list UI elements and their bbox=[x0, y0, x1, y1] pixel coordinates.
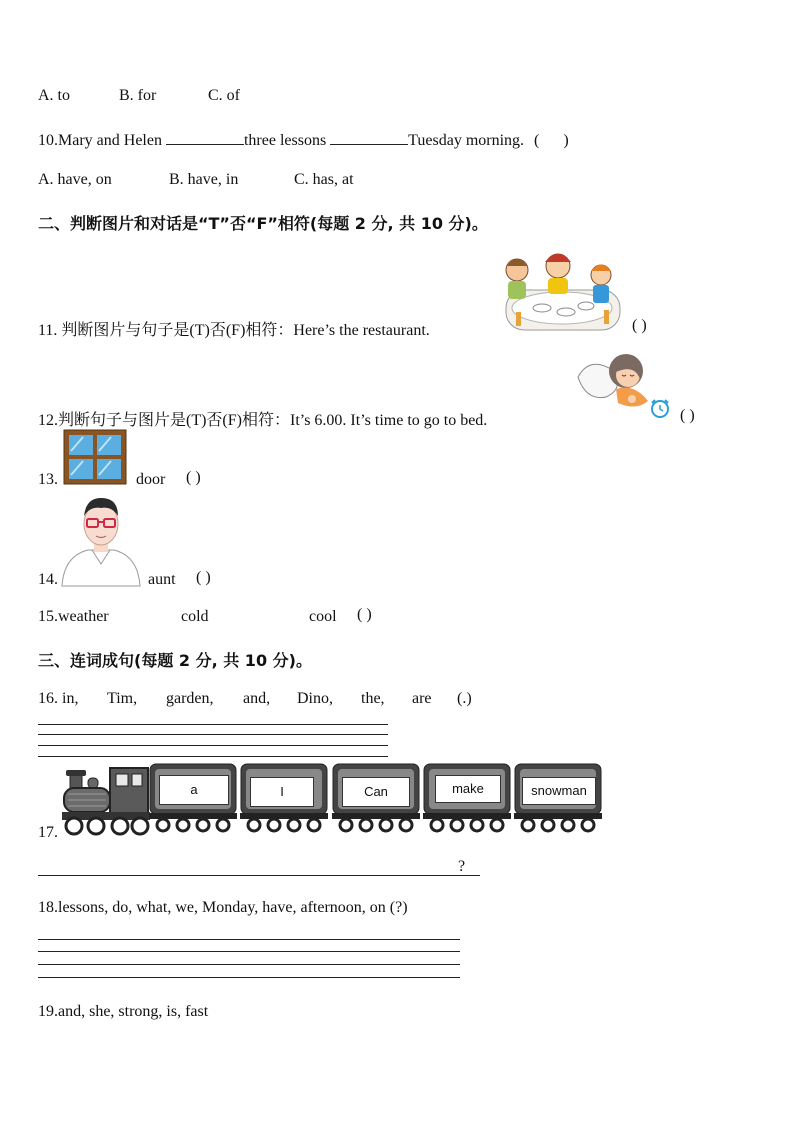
q16-word: Tim, bbox=[107, 690, 138, 707]
window-icon bbox=[63, 429, 127, 485]
q10-blank-2[interactable] bbox=[330, 130, 408, 145]
q18-answer-line[interactable] bbox=[38, 977, 460, 978]
q19-text: 19.and, she, strong, is, fast bbox=[38, 1003, 209, 1020]
train-car bbox=[240, 763, 328, 833]
q10-blank-1[interactable] bbox=[166, 130, 244, 145]
q10-option-b: B. have, in bbox=[169, 171, 239, 188]
sleeping-girl-illustration bbox=[578, 345, 672, 421]
q10-text-3: Tuesday morning. bbox=[408, 132, 525, 149]
q16-answer-line[interactable] bbox=[38, 745, 388, 746]
q16-word: and, bbox=[243, 690, 271, 707]
q10-number: 10. bbox=[38, 132, 58, 149]
train-car-word: Can bbox=[342, 777, 410, 807]
q10-option-a: A. have, on bbox=[38, 171, 112, 188]
q10-option-c: C. has, at bbox=[294, 171, 354, 188]
q9-option-a: A. to bbox=[38, 87, 70, 104]
train-car bbox=[514, 763, 602, 833]
q10-paren-close: ) bbox=[563, 132, 569, 149]
q15-answer-paren[interactable]: ( ) bbox=[357, 606, 372, 623]
q11-answer-paren[interactable]: ( ) bbox=[632, 317, 647, 334]
q15-word-3: cool bbox=[309, 608, 337, 625]
q12-text: 12.判断句子与图片是(T)否(F)相符：It’s 6.00. It’s time to go to bed. bbox=[38, 412, 488, 429]
q18-answer-line[interactable] bbox=[38, 951, 460, 952]
q11-text: 11. 判断图片与句子是(T)否(F)相符：Here’s the restaurant. bbox=[38, 322, 430, 339]
q14-number: 14. bbox=[38, 571, 58, 588]
q10-question bbox=[38, 130, 569, 150]
section-2-heading: 二、判断图片和对话是“T”否“F”相符(每题 2 分, 共 10 分)。 bbox=[38, 214, 488, 233]
section-3-heading: 三、连词成句(每题 2 分, 共 10 分)。 bbox=[38, 651, 312, 670]
q18-answer-line[interactable] bbox=[38, 939, 460, 940]
q14-word: aunt bbox=[148, 571, 176, 588]
train-car-word: snowman bbox=[522, 777, 596, 805]
q13-answer-paren[interactable]: ( ) bbox=[186, 469, 201, 486]
man-portrait-illustration bbox=[60, 494, 142, 586]
q13-word: door bbox=[136, 471, 166, 488]
q15-word-1: 15.weather bbox=[38, 608, 109, 625]
q16-word: Dino, bbox=[297, 690, 333, 707]
q16-word: the, bbox=[361, 690, 385, 707]
q17-number: 17. bbox=[38, 824, 58, 841]
train-car bbox=[423, 763, 511, 833]
q13-number: 13. bbox=[38, 471, 58, 488]
train-engine-icon bbox=[62, 762, 152, 838]
train-car bbox=[332, 763, 420, 833]
train-car bbox=[149, 763, 237, 833]
q16-word: (.) bbox=[457, 690, 472, 707]
q10-text-1: Mary and Helen bbox=[58, 132, 162, 149]
q9-option-c: C. of bbox=[208, 87, 240, 104]
restaurant-illustration bbox=[502, 250, 624, 334]
q15-word-2: cold bbox=[181, 608, 209, 625]
q10-paren-open: ( bbox=[534, 132, 540, 149]
q12-answer-paren[interactable]: ( ) bbox=[680, 407, 695, 424]
q16-word: 16. in, bbox=[38, 690, 79, 707]
q17-question-mark: ? bbox=[458, 858, 466, 875]
train-car-word: a bbox=[159, 775, 229, 805]
q18-text: 18.lessons, do, what, we, Monday, have, afternoon, on (?) bbox=[38, 899, 408, 916]
q14-answer-paren[interactable]: ( ) bbox=[196, 569, 211, 586]
q18-answer-line[interactable] bbox=[38, 964, 460, 965]
q17-answer-line[interactable] bbox=[38, 875, 480, 876]
q16-answer-line[interactable] bbox=[38, 724, 388, 725]
train-car-word: make bbox=[435, 775, 501, 803]
q16-word: are bbox=[412, 690, 432, 707]
train-car-word: I bbox=[250, 777, 314, 807]
q16-word: garden, bbox=[166, 690, 214, 707]
q16-answer-line[interactable] bbox=[38, 756, 388, 757]
q9-option-b: B. for bbox=[119, 87, 157, 104]
q16-answer-line[interactable] bbox=[38, 734, 388, 735]
q10-text-2: three lessons bbox=[243, 132, 327, 149]
